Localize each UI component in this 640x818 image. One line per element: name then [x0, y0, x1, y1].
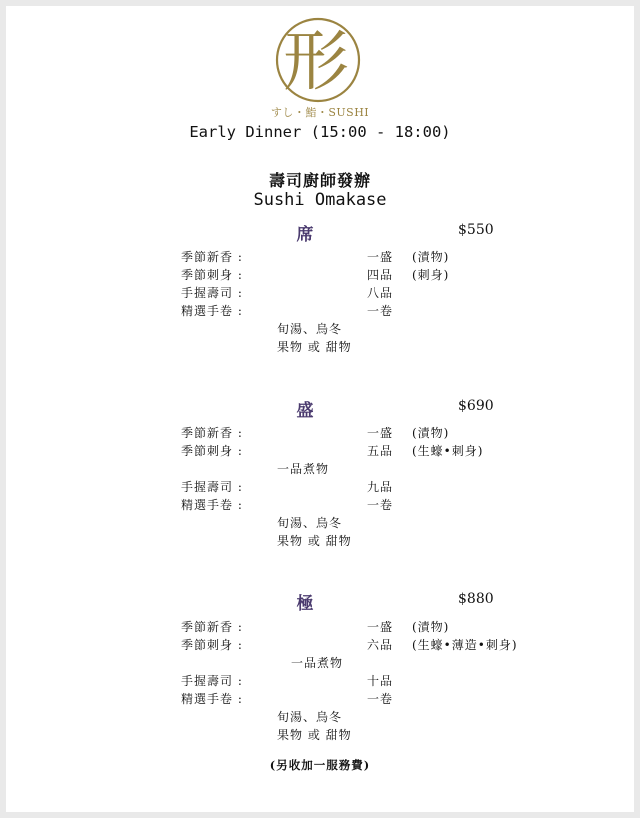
- menu-item-qty: 一盛: [367, 620, 394, 634]
- tier-name: 盛: [296, 401, 314, 421]
- menu-item-label: 手握壽司 :: [181, 674, 243, 688]
- logo-glyph: 形: [283, 23, 349, 100]
- menu-item-label: 季節新香 :: [181, 426, 243, 440]
- menu-extra-item: 果物 或 甜物: [277, 728, 352, 742]
- tier-name: 席: [296, 225, 314, 245]
- menu-extra-item: 旬湯、烏冬: [277, 516, 343, 530]
- menu-item-qty: 一卷: [367, 304, 394, 318]
- restaurant-logo: [270, 12, 366, 108]
- menu-item-qty: 六品: [367, 638, 394, 652]
- menu-extra-item: 旬湯、烏冬: [277, 322, 343, 336]
- menu-item-qty: 五品: [367, 444, 394, 458]
- menu-item-note: (刺身): [412, 268, 450, 282]
- menu-item-label: 精選手卷 :: [181, 498, 243, 512]
- omakase-title-chinese: 壽司廚師發辦: [268, 171, 371, 190]
- menu-item-label: 精選手卷 :: [181, 692, 243, 706]
- menu-item-qty: 一卷: [367, 692, 394, 706]
- menu-item-qty: 一卷: [367, 498, 394, 512]
- menu-item-qty: 一盛: [367, 250, 394, 264]
- menu-mid-item: 一品煮物: [277, 462, 330, 476]
- menu-item-note: (漬物): [412, 250, 450, 264]
- menu-item-label: 季節刺身 :: [181, 444, 243, 458]
- menu-item-label: 季節刺身 :: [181, 638, 243, 652]
- menu-item-label: 季節新香 :: [181, 250, 243, 264]
- menu-item-label: 季節刺身 :: [181, 268, 243, 282]
- menu-item-label: 季節新香 :: [181, 620, 243, 634]
- menu-item-qty: 一盛: [367, 426, 394, 440]
- menu-item-qty: 十品: [367, 674, 394, 688]
- tier-price: $690: [458, 398, 494, 414]
- service-charge-note: (另收加一服務費): [269, 758, 371, 772]
- menu-item-label: 手握壽司 :: [181, 286, 243, 300]
- menu-mid-item: 一品煮物: [291, 656, 344, 670]
- logo-caption: すし・鮨・SUSHI: [270, 106, 370, 119]
- menu-item-note: (生蠔•刺身): [412, 444, 484, 458]
- early-dinner-subtitle: Early Dinner (15:00 - 18:00): [189, 123, 451, 141]
- menu-extra-item: 果物 或 甜物: [277, 340, 352, 354]
- tier-price: $880: [458, 591, 494, 607]
- menu-item-note: (漬物): [412, 426, 450, 440]
- menu-extra-item: 果物 或 甜物: [277, 534, 352, 548]
- omakase-title-english: Sushi Omakase: [253, 190, 387, 210]
- menu-item-label: 手握壽司 :: [181, 480, 243, 494]
- menu-item-note: (漬物): [412, 620, 450, 634]
- tier-name: 極: [296, 594, 314, 614]
- tier-price: $550: [458, 222, 494, 238]
- menu-item-qty: 九品: [367, 480, 394, 494]
- menu-extra-item: 旬湯、烏冬: [277, 710, 343, 724]
- menu-item-qty: 八品: [367, 286, 394, 300]
- menu-item-label: 精選手卷 :: [181, 304, 243, 318]
- menu-item-qty: 四品: [367, 268, 394, 282]
- menu-item-note: (生蠔•薄造•刺身): [412, 638, 518, 652]
